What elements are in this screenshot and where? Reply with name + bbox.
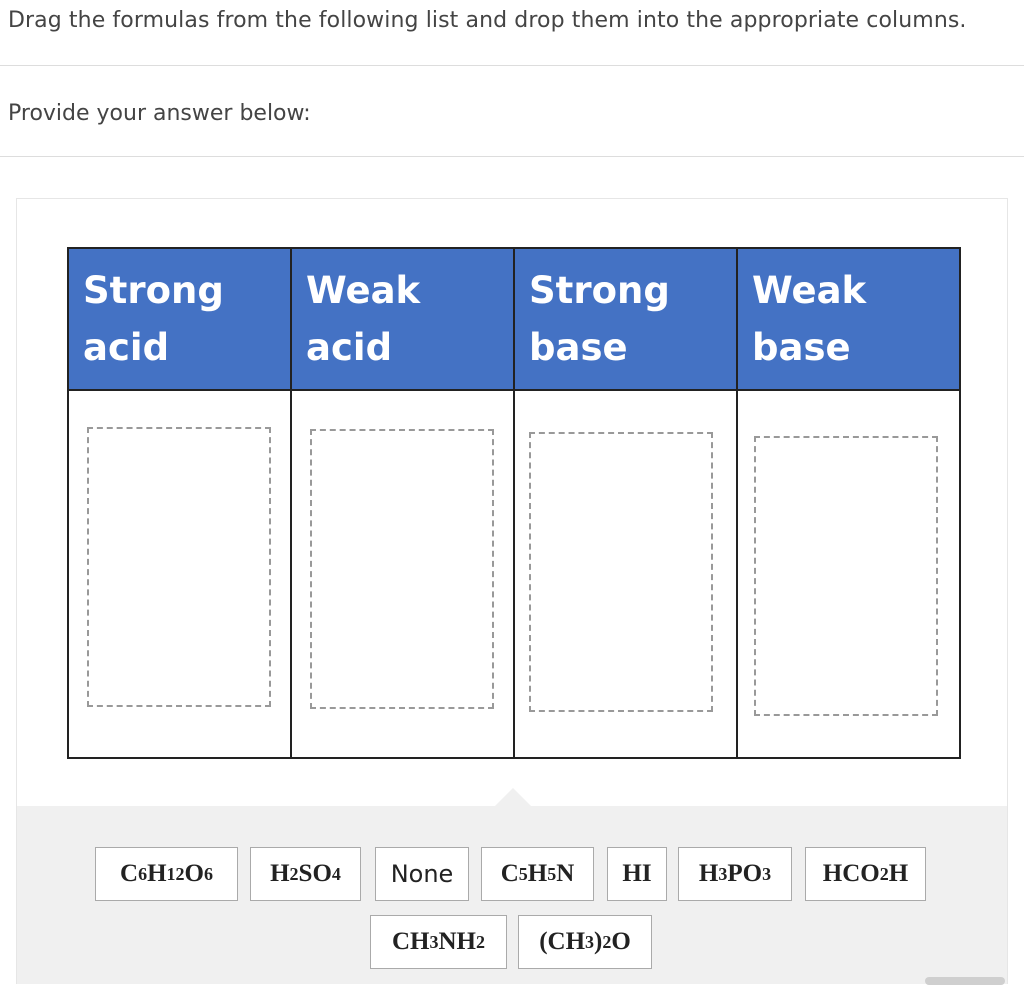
tray-pointer: [495, 788, 531, 806]
formula-chip[interactable]: HCO 2 H: [805, 847, 926, 901]
formula-chip[interactable]: HI: [607, 847, 667, 901]
dropzone-weak-acid[interactable]: [310, 429, 494, 709]
dropzone-strong-base[interactable]: [529, 432, 713, 712]
scrollbar[interactable]: [925, 977, 1005, 985]
formula-chip[interactable]: None: [375, 847, 469, 901]
divider: [0, 156, 1024, 157]
column-header-weak-base: Weak base: [737, 248, 960, 390]
column-cell-weak-base: [737, 390, 960, 758]
column-cell-strong-acid: [68, 390, 291, 758]
formula-chip[interactable]: H 2 SO 4: [250, 847, 361, 901]
divider: [0, 65, 1024, 66]
column-cell-weak-acid: [291, 390, 514, 758]
drag-drop-workspace: [16, 198, 1008, 984]
instructions-text: Drag the formulas from the following list and drop them into the appropriate columns.: [8, 8, 967, 33]
column-cell-strong-base: [514, 390, 737, 758]
formula-chip[interactable]: H 3 PO 3: [678, 847, 792, 901]
answer-prompt: Provide your answer below:: [8, 101, 311, 126]
formula-chip[interactable]: (CH 3 ) 2 O: [518, 915, 652, 969]
column-header-weak-acid: Weak acid: [291, 248, 514, 390]
classification-table: [67, 247, 961, 759]
formula-chip[interactable]: CH 3 NH 2: [370, 915, 507, 969]
formula-chip[interactable]: C 5 H 5 N: [481, 847, 594, 901]
column-header-strong-base: Strong base: [514, 248, 737, 390]
formula-chip[interactable]: C 6 H 12 O 6: [95, 847, 238, 901]
dropzone-weak-base[interactable]: [754, 436, 938, 716]
column-header-strong-acid: Strong acid: [68, 248, 291, 390]
dropzone-strong-acid[interactable]: [87, 427, 271, 707]
